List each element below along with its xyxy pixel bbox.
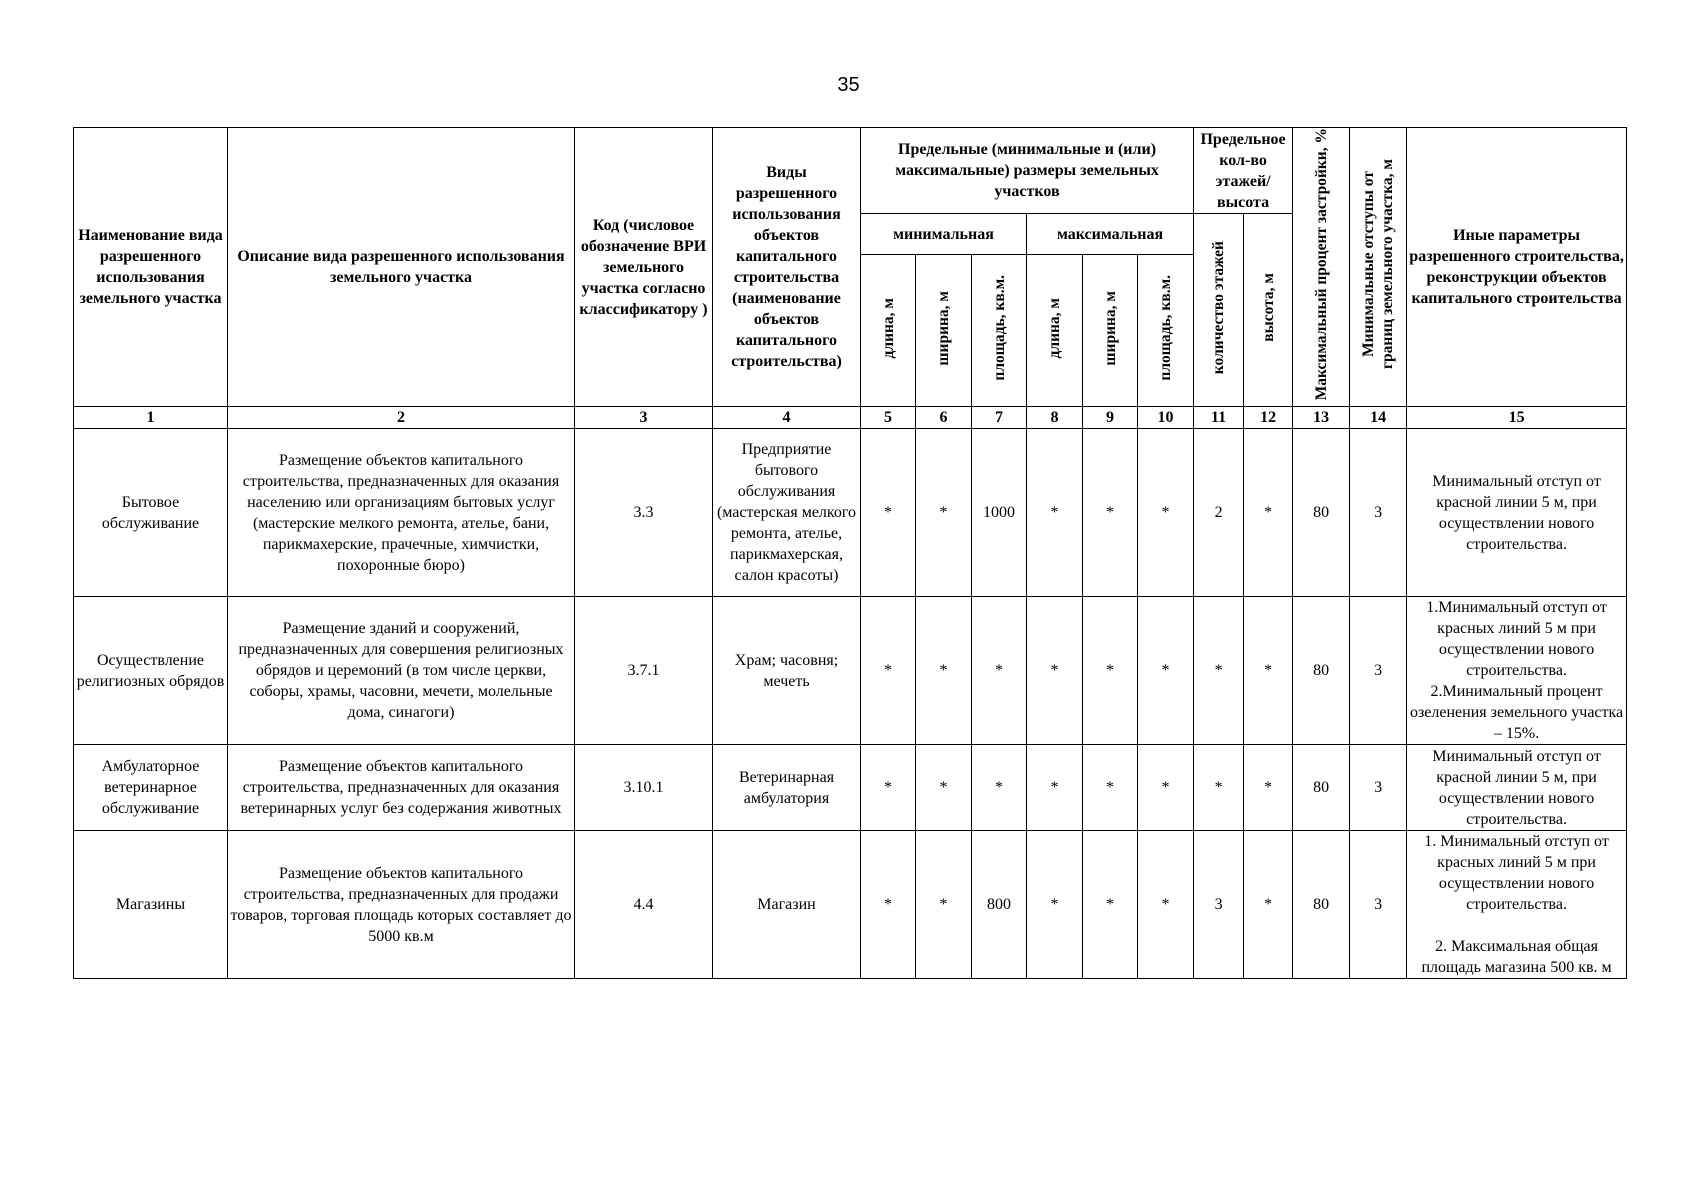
header-code: Код (числовое обозначение ВРИ земельного участка согласно классификатору ) (575, 128, 713, 407)
row-height: * (1244, 429, 1293, 597)
row-max-len: * (1027, 597, 1083, 745)
header-max-wid-text: ширина, м (1101, 290, 1119, 366)
row-floors: * (1194, 597, 1244, 745)
row-description: Размещение объектов капитального строительства, предназначенных для оказания населению или организациям бытовых услуг (мастерские мелкого ремонта, ателье, бани, парикмахерские, прачечные, химчистки, похоронные бюро) (228, 429, 575, 597)
header-height-text: высота, м (1259, 272, 1277, 342)
header-floors-group: Предельное кол-во этажей/ высота (1194, 128, 1293, 214)
header-min-len-text: длина, м (879, 297, 897, 359)
column-number: 13 (1293, 407, 1350, 429)
row-code: 3.10.1 (575, 745, 713, 831)
row-setback: 3 (1350, 831, 1407, 979)
column-number: 3 (575, 407, 713, 429)
header-min-setback-text: Минимальные отступы от границ земельного участка, м (1360, 159, 1397, 370)
row-max-area: * (1138, 745, 1194, 831)
header-max-pct-text: Максимальный процент застройки, % (1312, 128, 1330, 401)
row-min-wid: * (916, 745, 972, 831)
header-floors-text: количество этажей (1210, 240, 1228, 374)
row-other: 1. Минимальный отступ от красных линий 5 м при осуществлении нового строительства. 2. Максимальная общая площадь магазина 500 кв. м (1407, 831, 1627, 979)
row-max-len: * (1027, 745, 1083, 831)
header-other: Иные параметры разрешенного строительства, реконструкции объектов капитального строительства (1407, 128, 1627, 407)
header-min-area-text: площадь, кв.м. (990, 275, 1008, 381)
header-max-area-text: площадь, кв.м. (1157, 275, 1175, 381)
header-min-setback (1350, 128, 1407, 407)
row-height: * (1244, 597, 1293, 745)
header-description: Описание вида разрешенного использования земельного участка (228, 128, 575, 407)
column-number: 5 (861, 407, 916, 429)
row-max-len: * (1027, 831, 1083, 979)
row-setback: 3 (1350, 429, 1407, 597)
row-code: 4.4 (575, 831, 713, 979)
header-min: минимальная (861, 214, 1027, 255)
column-number-row (74, 407, 1627, 429)
row-name: Амбулаторное ветеринарное обслуживание (74, 745, 228, 831)
regulations-table (73, 127, 1627, 979)
row-max-wid: * (1083, 429, 1138, 597)
header-objects: Виды разрешенного использования объектов капитального строительства (наименование объектов капитального строительства) (713, 128, 861, 407)
column-number: 14 (1350, 407, 1407, 429)
row-min-area: * (972, 745, 1027, 831)
row-min-area: * (972, 597, 1027, 745)
row-floors: * (1194, 745, 1244, 831)
row-min-area: 1000 (972, 429, 1027, 597)
column-number: 2 (228, 407, 575, 429)
row-height: * (1244, 745, 1293, 831)
column-number: 12 (1244, 407, 1293, 429)
header-max-len (1027, 255, 1083, 407)
row-max-area: * (1138, 831, 1194, 979)
page-number: 35 (837, 74, 860, 96)
row-objects: Магазин (713, 831, 861, 979)
column-number: 15 (1407, 407, 1627, 429)
row-other: 1.Минимальный отступ от красных линий 5 м при осуществлении нового строительства. 2.Минимальный процент озеленения земельного участка – 15%. (1407, 597, 1627, 745)
header-max-len-text: длина, м (1046, 297, 1063, 359)
row-max-area: * (1138, 597, 1194, 745)
row-max-pct: 80 (1293, 429, 1350, 597)
row-min-wid: * (916, 831, 972, 979)
row-setback: 3 (1350, 597, 1407, 745)
row-description: Размещение объектов капитального строительства, предназначенных для оказания ветеринарных услуг без содержания животных (228, 745, 575, 831)
header-min-len (861, 255, 916, 407)
row-max-wid: * (1083, 745, 1138, 831)
row-name: Осуществление религиозных обрядов (74, 597, 228, 745)
column-number: 11 (1194, 407, 1244, 429)
row-description: Размещение зданий и сооружений, предназначенных для совершения религиозных обрядов и церемоний (в том числе церкви, соборы, храмы, часовни, мечети, молельные дома, синагоги) (228, 597, 575, 745)
row-code: 3.3 (575, 429, 713, 597)
header-max-pct (1293, 128, 1350, 407)
column-number: 8 (1027, 407, 1083, 429)
header-max-wid (1083, 255, 1138, 407)
row-other: Минимальный отступ от красной линии 5 м, при осуществлении нового строительства. (1407, 429, 1627, 597)
header-name: Наименование вида разрешенного использования земельного участка (74, 128, 228, 407)
column-number: 10 (1138, 407, 1194, 429)
row-objects: Предприятие бытового обслуживания (мастерская мелкого ремонта, ателье, парикмахерская, салон красоты) (713, 429, 861, 597)
column-number: 7 (972, 407, 1027, 429)
row-height: * (1244, 831, 1293, 979)
header-min-wid-text: ширина, м (935, 290, 952, 366)
row-min-len: * (861, 429, 916, 597)
header-land-sizes: Предельные (минимальные и (или) максимальные) размеры земельных участков (861, 128, 1194, 214)
row-max-pct: 80 (1293, 831, 1350, 979)
row-min-wid: * (916, 597, 972, 745)
row-max-pct: 80 (1293, 597, 1350, 745)
header-min-wid (916, 255, 972, 407)
row-floors: 2 (1194, 429, 1244, 597)
row-max-wid: * (1083, 597, 1138, 745)
row-min-wid: * (916, 429, 972, 597)
column-number: 6 (916, 407, 972, 429)
table-row (74, 831, 1627, 979)
row-max-wid: * (1083, 831, 1138, 979)
row-max-len: * (1027, 429, 1083, 597)
row-code: 3.7.1 (575, 597, 713, 745)
row-min-area: 800 (972, 831, 1027, 979)
row-max-pct: 80 (1293, 745, 1350, 831)
column-number: 1 (74, 407, 228, 429)
table-row (74, 429, 1627, 597)
row-min-len: * (861, 597, 916, 745)
header-height (1244, 214, 1293, 407)
header-min-area (972, 255, 1027, 407)
column-number: 9 (1083, 407, 1138, 429)
row-min-len: * (861, 831, 916, 979)
row-objects: Ветеринарная амбулатория (713, 745, 861, 831)
column-number: 4 (713, 407, 861, 429)
row-description: Размещение объектов капитального строительства, предназначенных для продажи товаров, торговая площадь которых составляет до 5000 кв.м (228, 831, 575, 979)
row-other: Минимальный отступ от красной линии 5 м, при осуществлении нового строительства. (1407, 745, 1627, 831)
row-objects: Храм; часовня; мечеть (713, 597, 861, 745)
row-name: Магазины (74, 831, 228, 979)
row-min-len: * (861, 745, 916, 831)
header-max-area (1138, 255, 1194, 407)
table-row (74, 597, 1627, 745)
row-setback: 3 (1350, 745, 1407, 831)
table-row (74, 745, 1627, 831)
header-floors (1194, 214, 1244, 407)
row-name: Бытовое обслуживание (74, 429, 228, 597)
row-floors: 3 (1194, 831, 1244, 979)
header-max: максимальная (1027, 214, 1194, 255)
row-max-area: * (1138, 429, 1194, 597)
